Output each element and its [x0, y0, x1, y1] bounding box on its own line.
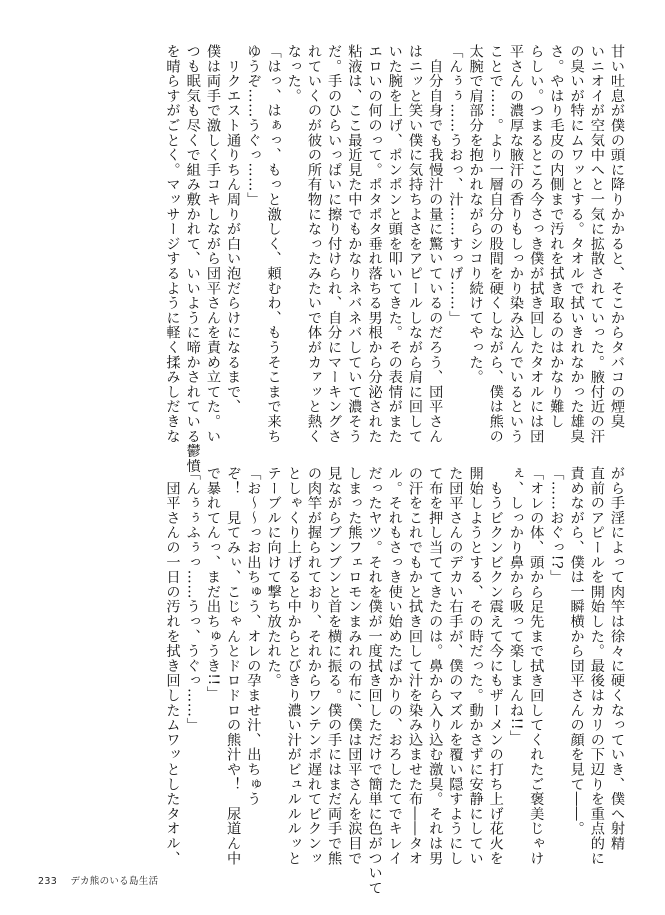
text-column: らしい。つまるところ今さっき僕が拭き回したタオルには団 — [528, 44, 545, 444]
text-column: なった。 — [285, 44, 302, 104]
text-column: 太腕で肩部分を抱かれながらシコり続けてやった。 — [467, 44, 484, 385]
text-column: ぇ、しっかり鼻から吸って楽しまんね!!」 — [507, 466, 524, 746]
text-column: さ。やはり毛皮の内側まで汚れを拭き取るのはかなり難し — [548, 44, 565, 429]
text-column: 粘液は、ここ最近見た中でもかなりネバネバしていて濃そう — [346, 44, 363, 444]
text-column: いた腕を上げ、ポンポンと頭を叩いてきた。その表情がまた — [386, 44, 403, 444]
book-title: デカ熊のいる島生活 — [70, 876, 159, 887]
text-column: た団平さんのデカい右手が、僕のマズルを覆い隠すようにし — [447, 466, 464, 866]
text-column: ゆうぞ……うぐっ……」 — [245, 44, 262, 207]
text-column: としゃくり上げると中からとびきり濃い汁がビュルルルッと — [285, 466, 302, 866]
text-column: 「お～～っお出ちゅう、オレの孕ませ汁、出ちゅう — [245, 466, 262, 807]
text-column: はニッと笑い僕に気持ちよさをアピールしながら肩に回して — [406, 44, 423, 444]
text-column: 「んぅぅ……うおっ、汁……すっげ……」 — [447, 44, 464, 326]
text-column: ぞ！ 見てみぃ、こじゃんとドロドロの熊汁や！ 尿道ん中 — [225, 466, 242, 866]
upper-text-block — [162, 44, 627, 474]
text-column: いニオイが空気中へと一気に拡散されていった。腋付近の汗 — [588, 44, 605, 444]
text-column: を晴らすがごとく。マッサージするように軽く揉みしだきな — [164, 44, 181, 444]
text-column: 見ながらブンブンと首を横に振る。僕の手にはまだ両手で熊 — [326, 466, 343, 866]
text-column: ル。それもさっき使い始めたばかりの、おろしたてでキレイ — [386, 466, 403, 866]
text-column: エロいの何のって。ポタポタ垂れ落ちる男根から分泌された — [366, 44, 383, 444]
text-column: リクエスト通りちん周りが白い泡だらけになるまで、 — [225, 44, 242, 414]
text-column: て布を押し当ててきたのは。鼻から入り込む激臭。それは男 — [427, 466, 444, 866]
text-column: 「はっ、はぁっ、もっと激しく、頼むわ、もうそこまで来ち — [265, 44, 282, 444]
text-column: 自分自身でも我慢汁の量に驚いているのだろう、団平さん — [427, 44, 444, 444]
text-column: つも眠気も尽くで組み敷かれて、いいように啼かされている鬱憤 — [184, 44, 201, 474]
text-column: の汗をこれでもかと拭き回して汁を染み込ませた布――タオ — [406, 466, 423, 866]
text-column: だったヤツ。それを僕が一度拭き回しただけで簡単に色がついて — [366, 466, 383, 896]
text-column: 責めながら、僕は一瞬横から団平さんの顔を見て――。 — [568, 466, 585, 836]
text-column: 直前のアピールを開始した。最後はカリの下辺りを重点的に — [588, 466, 605, 866]
text-column: 「……おぐっ!?」 — [548, 466, 565, 585]
text-column: 「オレの体、頭から足先まで拭き回してくれたご褒美じゃけ — [528, 466, 545, 866]
text-column: だ。手のひらいっぱいに擦り付けられ、自分にマーキングさ — [326, 44, 343, 444]
text-column: 僕は両手で激しく手コキしながら団平さんを責め立てた。い — [204, 44, 221, 444]
text-column: 団平さんの一日の汚れを拭き回したムワッとしたタオル、 — [164, 466, 181, 866]
lower-text-block — [162, 466, 627, 896]
text-column: で暴れてんっ、まだ出ちゅうき!!」 — [204, 466, 221, 701]
text-column: ことで……。より一層自分の股間を硬くしながら、僕は熊の — [487, 44, 504, 444]
text-column: もうビクンビクン震えて今にもザーメンの打ち上げ花火を — [487, 466, 504, 866]
page-number: 233 — [38, 876, 58, 887]
text-column: れていくのが彼の所有物になったみたいで体がカァッと熱く — [305, 44, 322, 444]
text-column: しまった熊フェロモンまみれの布に、僕は団平さんを涙目で — [346, 466, 363, 866]
text-column: 平さんの濃厚な腋汗の香りもしっかり染み込んでいるという — [507, 44, 524, 444]
text-column: テーブルに向けて撃ち放たれた。 — [265, 466, 282, 688]
text-column: 甘い吐息が僕の頭に降りかかると、そこからタバコの煙臭 — [609, 44, 625, 429]
text-column: 「んぅぅふぅっ……うっ、うぐっ……」 — [184, 466, 201, 733]
text-column: がら手淫によって肉竿は徐々に硬くなっていき、僕へ射精 — [609, 466, 625, 851]
page-footer — [38, 873, 158, 887]
text-column: 開始しようとする、その時だった。動かさずに安静にしてい — [467, 466, 484, 866]
text-column: の肉竿が握られており、それからワンテンポ遅れてビクンッ — [305, 466, 322, 866]
text-column: の臭いが特にムワッとする。タオルで拭いきれなかった雄臭 — [568, 44, 585, 444]
